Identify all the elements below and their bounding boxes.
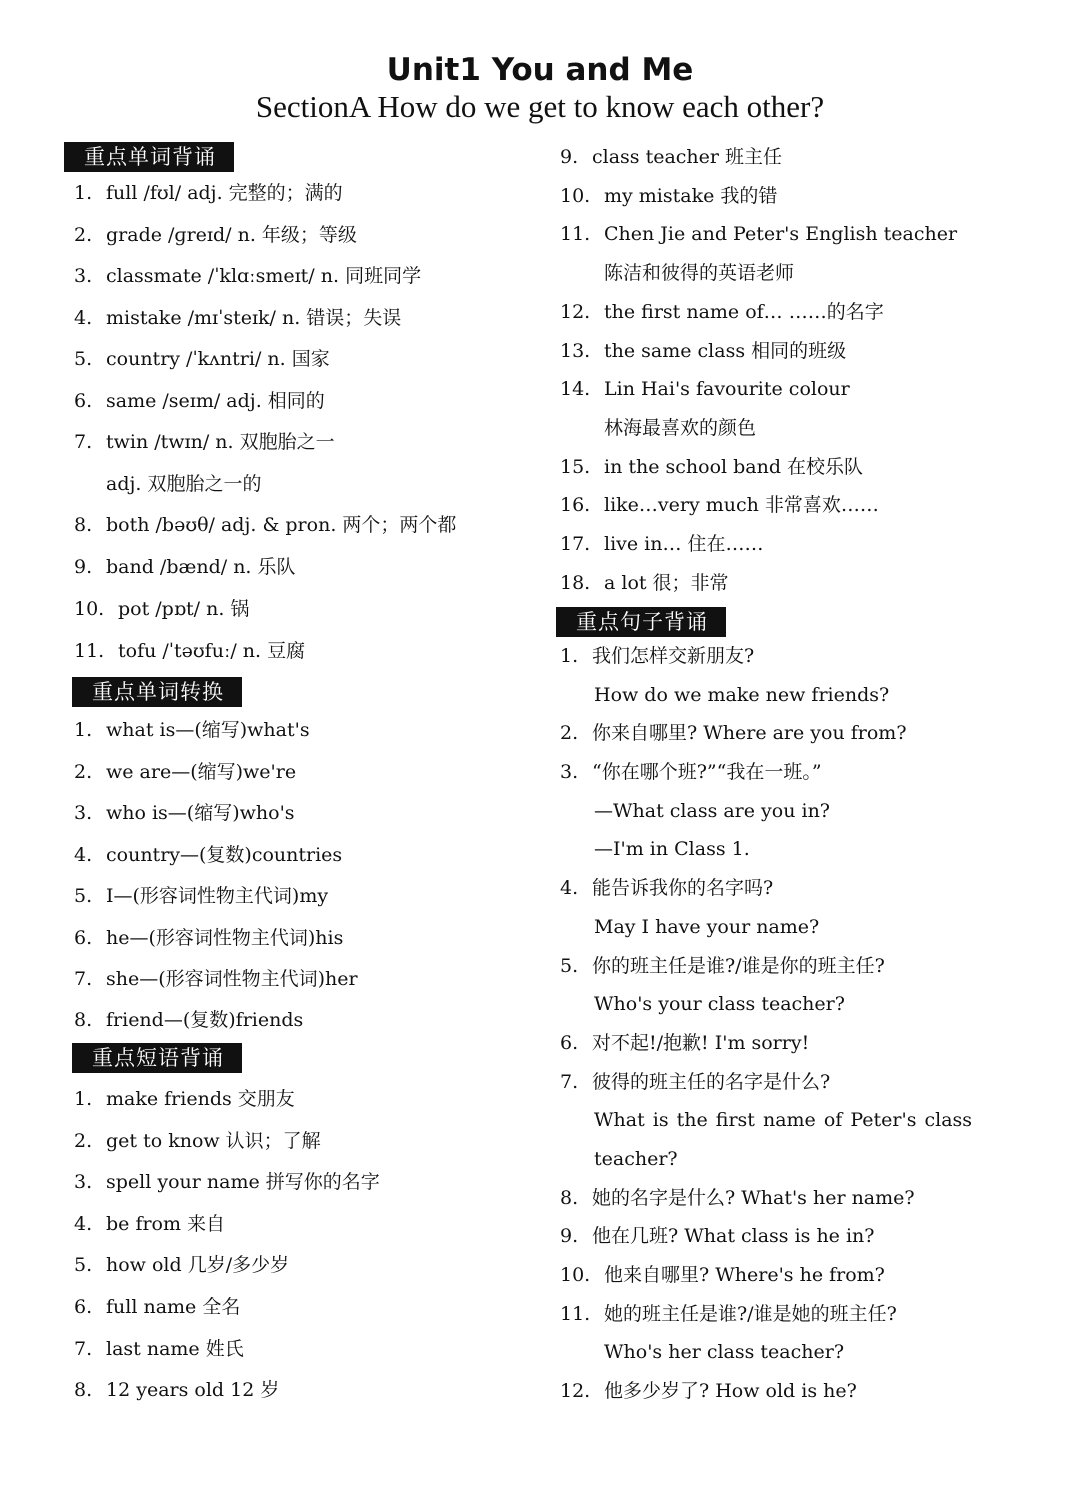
phrase-item: 12. the first name of… ……的名字 — [560, 301, 884, 323]
sentence-item: 6. 对不起!/抱歉! I'm sorry! — [560, 1032, 810, 1054]
phrase-item: 18. a lot 很；非常 — [560, 572, 729, 594]
sentence-continuation: —What class are you in? — [594, 800, 830, 822]
word-item: 3. classmate /ˈklɑːsmeɪt/ n. 同班同学 — [74, 265, 422, 287]
sentence-item: 10. 他来自哪里? Where's he from? — [560, 1264, 885, 1286]
sentence-continuation: Who's her class teacher? — [604, 1341, 845, 1363]
heading-sentences: 重点句子背诵 — [556, 607, 726, 637]
sentence-continuation: May I have your name? — [594, 916, 820, 938]
word-item: 11. tofu /ˈtəʊfuː/ n. 豆腐 — [74, 640, 306, 662]
phrase-item: 5. how old 几岁/多少岁 — [74, 1254, 290, 1276]
word-item: 4. mistake /mɪˈsteɪk/ n. 错误；失误 — [74, 307, 402, 329]
phrase-item: 4. be from 来自 — [74, 1213, 226, 1235]
phrase-item: 6. full name 全名 — [74, 1296, 241, 1318]
word-item: 6. same /seɪm/ adj. 相同的 — [74, 390, 325, 412]
transform-item: 8. friend—(复数)friends — [74, 1009, 304, 1031]
transform-item: 5. I—(形容词性物主代词)my — [74, 885, 329, 907]
phrase-item-continuation: 林海最喜欢的颜色 — [604, 417, 757, 439]
phrase-item: 13. the same class 相同的班级 — [560, 340, 847, 362]
phrase-item: 15. in the school band 在校乐队 — [560, 456, 864, 478]
transform-item: 7. she—(形容词性物主代词)her — [74, 968, 358, 990]
section-subtitle: SectionA How do we get to know each other? — [255, 89, 825, 124]
word-item: 2. grade /ɡreɪd/ n. 年级；等级 — [74, 224, 357, 246]
word-item: 10. pot /pɒt/ n. 锅 — [74, 598, 250, 620]
sentence-item: 3. “你在哪个班?”“我在一班。” — [560, 761, 822, 783]
sentence-item: 9. 他在几班? What class is he in? — [560, 1225, 875, 1247]
phrase-item: 11. Chen Jie and Peter's English teacher — [560, 223, 958, 245]
sentence-continuation: teacher? — [594, 1148, 678, 1170]
phrase-item: 3. spell your name 拼写你的名字 — [74, 1171, 380, 1193]
sentence-continuation: —I'm in Class 1. — [594, 838, 750, 860]
heading-phrases: 重点短语背诵 — [72, 1043, 242, 1073]
phrase-item: 9. class teacher 班主任 — [560, 146, 783, 168]
transform-item: 3. who is—(缩写)who's — [74, 802, 295, 824]
transform-item: 6. he—(形容词性物主代词)his — [74, 927, 344, 949]
phrase-item: 10. my mistake 我的错 — [560, 185, 778, 207]
sentence-item: 2. 你来自哪里? Where are you from? — [560, 722, 907, 744]
heading-transform: 重点单词转换 — [72, 677, 242, 707]
sentence-item: 11. 她的班主任是谁?/谁是她的班主任? — [560, 1303, 897, 1325]
phrase-item-continuation: 陈洁和彼得的英语老师 — [604, 262, 795, 284]
unit-title: Unit1 You and Me — [386, 52, 694, 88]
phrase-item: 7. last name 姓氏 — [74, 1338, 244, 1360]
transform-item: 4. country—(复数)countries — [74, 844, 343, 866]
transform-item: 1. what is—(缩写)what's — [74, 719, 310, 741]
word-item: 9. band /bænd/ n. 乐队 — [74, 556, 296, 578]
phrase-item: 1. make friends 交朋友 — [74, 1088, 295, 1110]
sentence-item: 12. 他多少岁了? How old is he? — [560, 1380, 857, 1402]
phrase-item: 17. live in… 住在…… — [560, 533, 764, 555]
word-item: 8. both /bəʊθ/ adj. & pron. 两个；两个都 — [74, 514, 457, 536]
sentence-item: 1. 我们怎样交新朋友? — [560, 645, 755, 667]
phrase-item: 2. get to know 认识；了解 — [74, 1130, 321, 1152]
sentence-continuation: What is the first name of Peter's class — [594, 1109, 973, 1131]
sentence-item: 7. 彼得的班主任的名字是什么? — [560, 1071, 831, 1093]
sentence-item: 8. 她的名字是什么? What's her name? — [560, 1187, 915, 1209]
word-item: 7. twin /twɪn/ n. 双胞胎之一 — [74, 431, 335, 453]
sentence-item: 5. 你的班主任是谁?/谁是你的班主任? — [560, 955, 885, 977]
word-item: 5. country /ˈkʌntri/ n. 国家 — [74, 348, 330, 370]
sentence-continuation: How do we make new friends? — [594, 684, 890, 706]
word-item-continuation: adj. 双胞胎之一的 — [106, 473, 262, 495]
word-item: 1. full /fʊl/ adj. 完整的；满的 — [74, 182, 343, 204]
sentence-continuation: Who's your class teacher? — [594, 993, 845, 1015]
heading-words: 重点单词背诵 — [64, 142, 234, 172]
transform-item: 2. we are—(缩写)we're — [74, 761, 297, 783]
phrase-item: 16. like…very much 非常喜欢…… — [560, 494, 879, 516]
phrase-item: 14. Lin Hai's favourite colour — [560, 378, 850, 400]
phrase-item: 8. 12 years old 12 岁 — [74, 1379, 280, 1401]
sentence-item: 4. 能告诉我你的名字吗? — [560, 877, 774, 899]
